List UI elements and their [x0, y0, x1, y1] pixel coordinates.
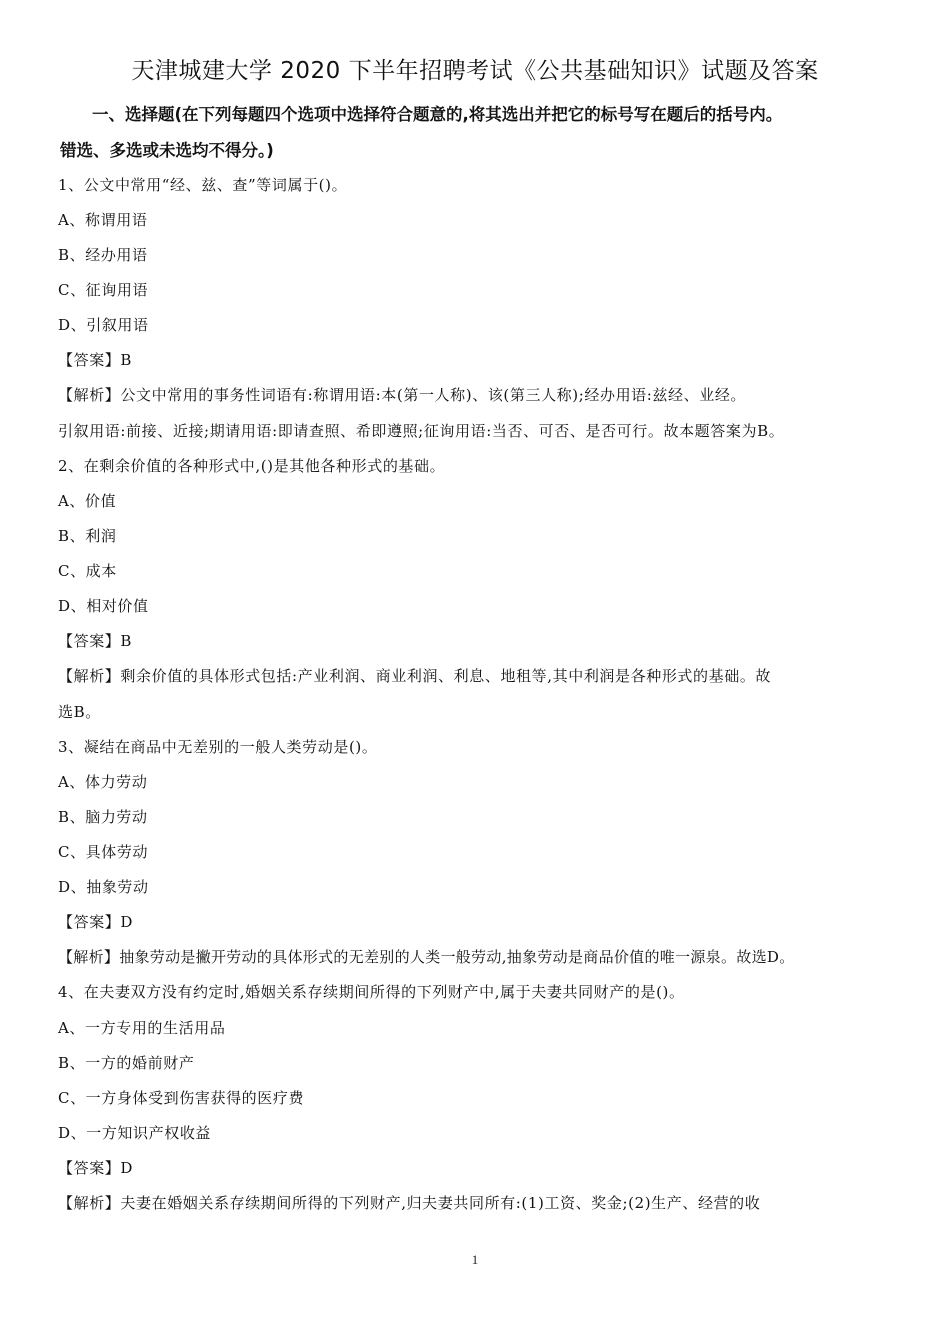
question-1-option-d: D、引叙用语 — [58, 316, 149, 334]
question-3-analysis-line1: 【解析】抽象劳动是撇开劳动的具体形式的无差别的人类一般劳动,抽象劳动是商品价值的唯一源泉。故选D。 — [58, 948, 795, 966]
question-1-analysis-line1: 【解析】公文中常用的事务性词语有:称谓用语:本(第一人称)、该(第三人称);经办用语:兹经、业经。 — [58, 386, 747, 404]
question-2-option-c: C、成本 — [58, 562, 117, 580]
section-heading-line2: 错选、多选或未选均不得分。) — [60, 141, 274, 160]
question-2-analysis-line1: 【解析】剩余价值的具体形式包括:产业利润、商业利润、利息、地租等,其中利润是各种形式的基础。故 — [58, 667, 772, 685]
question-1-option-b: B、经办用语 — [58, 246, 148, 264]
question-1-answer: 【答案】B — [58, 351, 133, 369]
question-4-option-c: C、一方身体受到伤害获得的医疗费 — [58, 1089, 305, 1107]
question-2-answer: 【答案】B — [58, 632, 133, 650]
question-3-option-b: B、脑力劳动 — [58, 808, 148, 826]
question-1-option-c: C、征询用语 — [58, 281, 149, 299]
question-4-option-b: B、一方的婚前财产 — [58, 1054, 195, 1072]
question-1-analysis-line2: 引叙用语:前接、近接;期请用语:即请查照、希即遵照;征询用语:当否、可否、是否可行。故本题答案为B。 — [58, 422, 785, 440]
question-2-analysis-line2: 选B。 — [58, 703, 101, 721]
document-title: 天津城建大学 2020 下半年招聘考试《公共基础知识》试题及答案 — [131, 58, 819, 84]
question-1-option-a: A、称谓用语 — [58, 211, 148, 229]
question-4-answer: 【答案】D — [58, 1159, 134, 1177]
question-4-option-a: A、一方专用的生活用品 — [58, 1019, 226, 1037]
question-3-text: 3、凝结在商品中无差别的一般人类劳动是()。 — [58, 738, 378, 756]
question-2-option-d: D、相对价值 — [58, 597, 149, 615]
question-2-option-a: A、价值 — [58, 492, 117, 510]
section-heading-line1: 一、选择题(在下列每题四个选项中选择符合题意的,将其选出并把它的标号写在题后的括号内。 — [92, 105, 783, 124]
question-3-answer: 【答案】D — [58, 913, 134, 931]
question-3-option-d: D、抽象劳动 — [58, 878, 149, 896]
question-2-text: 2、在剩余价值的各种形式中,()是其他各种形式的基础。 — [58, 457, 446, 475]
question-4-text: 4、在夫妻双方没有约定时,婚姻关系存续期间所得的下列财产中,属于夫妻共同财产的是()。 — [58, 983, 685, 1001]
question-3-option-c: C、具体劳动 — [58, 843, 149, 861]
page-number: 1 — [471, 1252, 479, 1267]
question-2-option-b: B、利润 — [58, 527, 117, 545]
question-3-option-a: A、体力劳动 — [58, 773, 148, 791]
question-1-text: 1、公文中常用“经、兹、查”等词属于()。 — [58, 176, 348, 194]
question-4-option-d: D、一方知识产权收益 — [58, 1124, 212, 1142]
question-4-analysis-line1: 【解析】夫妻在婚姻关系存续期间所得的下列财产,归夫妻共同所有:(1)工资、奖金;(2)生产、经营的收 — [58, 1194, 761, 1212]
